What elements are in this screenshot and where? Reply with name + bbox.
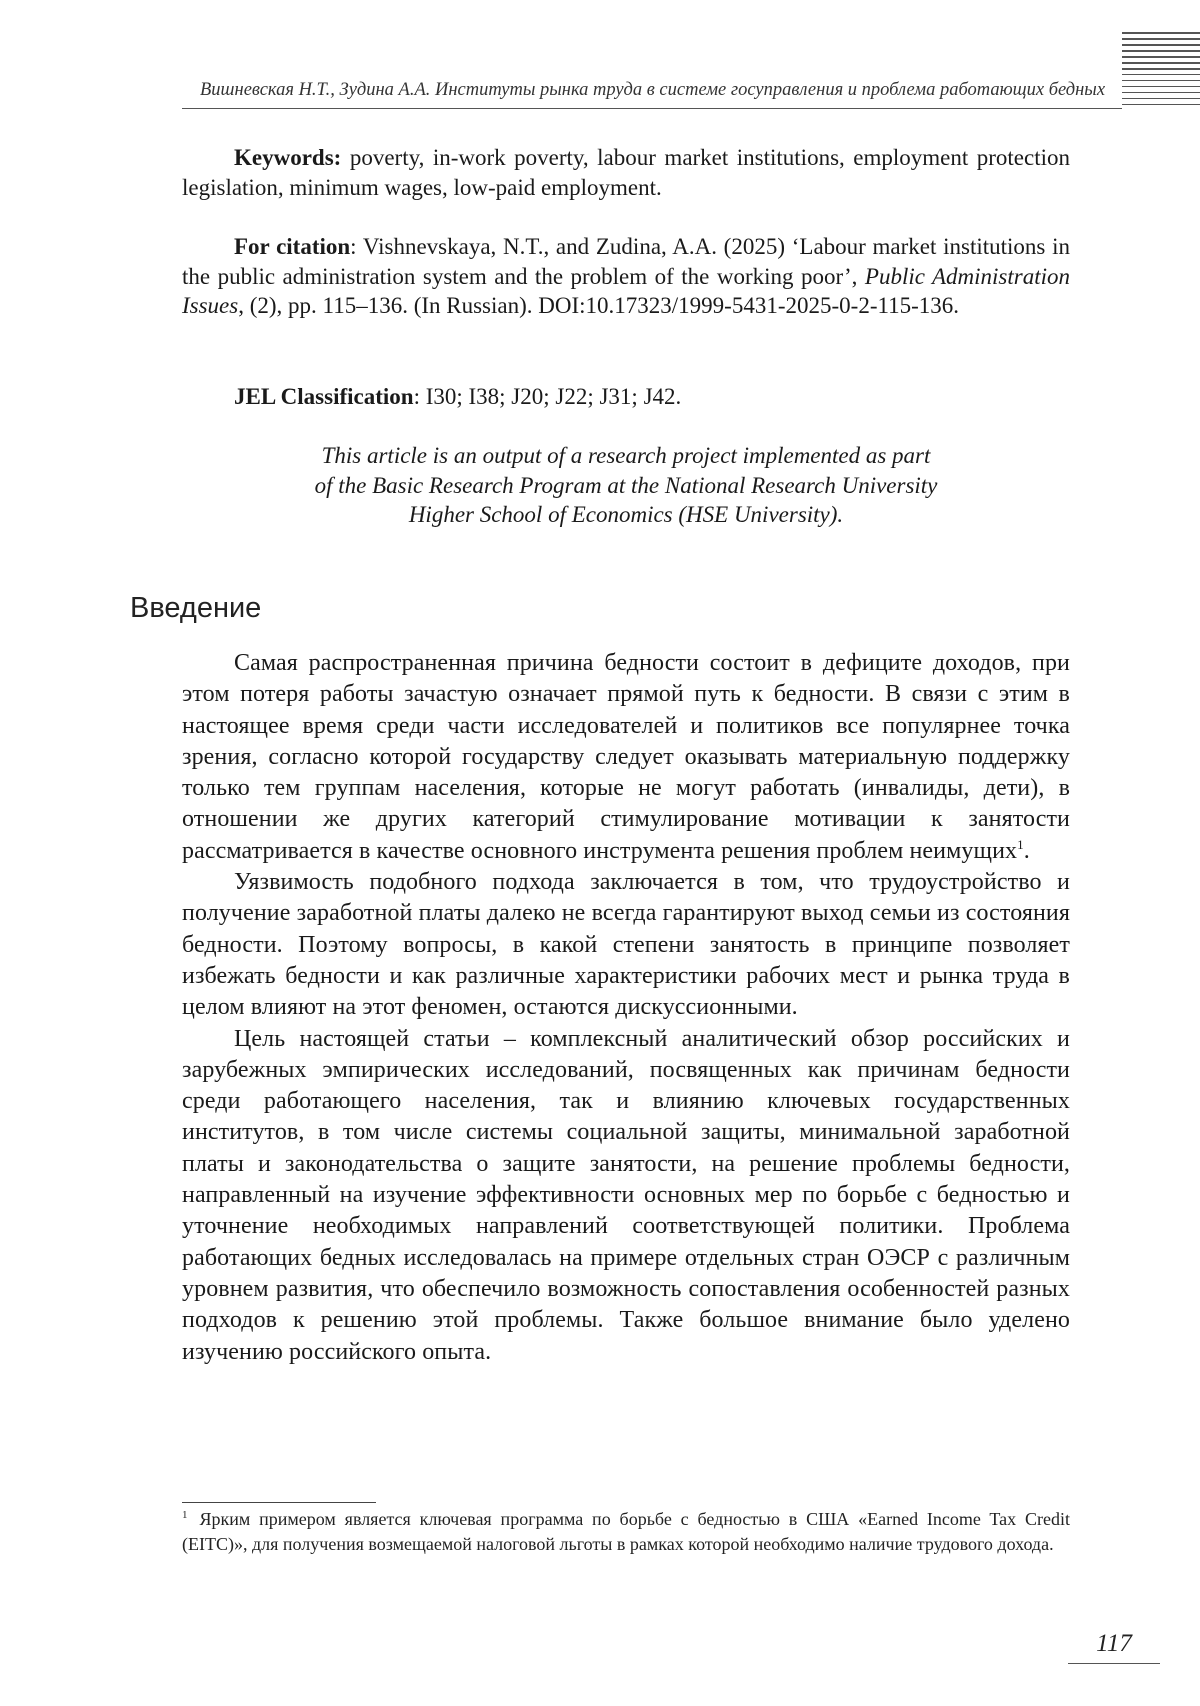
paragraph-end: . — [1023, 837, 1030, 864]
footnote-text: Ярким примером является ключевая программа по борьбе с бедностью в США «Earned Income Tax Credit (EITC)», для получения возмещаемой налоговой льготы в рамках которой необходимо наличие трудового дохода. — [182, 1509, 1070, 1554]
citation-label: For citation — [234, 234, 351, 259]
keywords-block — [182, 143, 1070, 202]
citation-journal: Public Administration Issues — [182, 263, 1071, 318]
jel-label: JEL Classification — [234, 384, 414, 409]
page-number-rule — [1068, 1663, 1160, 1664]
paragraph: Уязвимость подобного подхода заключается в том, что трудоустройство и получение заработной платы далеко не всегда гарантируют выход семьи из состояния бедности. Поэтому вопросы, в какой степени занятость в принципе позволяет избежать бедности и как различные характеристики рабочих мест и рынка труда в целом влияют на этот феномен, остаются дискуссионными. — [182, 869, 1070, 1021]
section-title: Введение — [130, 592, 262, 624]
footnote-rule — [182, 1502, 376, 1503]
acknowledgement-line: of the Basic Research Program at the National Research University — [314, 472, 938, 498]
citation-text: : Vishnevskaya, N.T., and Zudina, A.A. (2025) ‘Labour market institutions in the public administration system and the problem of the working poor’, — [182, 234, 1070, 289]
paragraph-text: Самая распространенная причина бедности состоит в дефиците доходов, при этом потеря работы зачастую означает прямой путь к бедности. В связи с этим в настоящее время среди части исследователей и политиков все популярнее точка зрения, согласно которой государству следует оказывать материальную поддержку только тем группам населения, которые не могут работать (инвалиды, дети), в отношении же других категорий стимулирование мотивации к занятости рассматривается в качестве основного инструмента решения проблем неимущих — [182, 650, 1070, 864]
footnote-ref[interactable]: 1 — [1017, 836, 1024, 852]
footnote-number: 1 — [182, 1509, 188, 1521]
acknowledgement-line: Higher School of Economics (HSE University). — [408, 502, 844, 527]
footnote — [182, 1507, 1070, 1557]
page-number: 117 — [1096, 1630, 1132, 1657]
jel-codes: : I30; I38; J20; J22; J31; J42. — [413, 384, 682, 409]
introduction-body — [182, 648, 1070, 1368]
running-head: Вишневская Н.Т., Зудина А.А. Институты рынка труда в системе госуправления и проблема работающих бедных — [200, 80, 1106, 100]
citation-text-end: , (2), pp. 115–136. (In Russian). DOI:10.17323/1999-5431-2025-0-2-115-136. — [238, 293, 960, 318]
jel-block — [182, 382, 1070, 412]
acknowledgement-line: This article is an output of a research project implemented as part — [321, 443, 931, 468]
paragraph: Цель настоящей статьи – комплексный аналитический обзор российских и зарубежных эмпирических исследований, посвященных как причинам бедности среди работающего населения, так и влиянию ключевых государственных институтов, в том числе системы социальной защиты, минимальной заработной платы и законодательства о защите занятости, на решение проблемы бедности, направленный на изучение эффективности основных мер по борьбе с бедностью и уточнение необходимых направлений соответствующей политики. Проблема работающих бедных исследовалась на примере отдельных стран ОЭСР с различным уровнем развития, что обеспечило возможность сопоставления особенностей разных подходов к решению этой проблемы. Также большое внимание было уделено изучению российского опыта. — [182, 1025, 1070, 1365]
keywords-label: Keywords: — [234, 145, 342, 170]
citation-block — [182, 232, 1070, 321]
keywords-text: poverty, in-work poverty, labour market institutions, employment protection legislation, minimum wages, low-paid employment. — [182, 145, 1070, 200]
header-decoration-lines — [1122, 32, 1200, 112]
paragraph — [182, 648, 1070, 867]
acknowledgement — [182, 441, 1070, 530]
header-rule — [182, 108, 1122, 109]
